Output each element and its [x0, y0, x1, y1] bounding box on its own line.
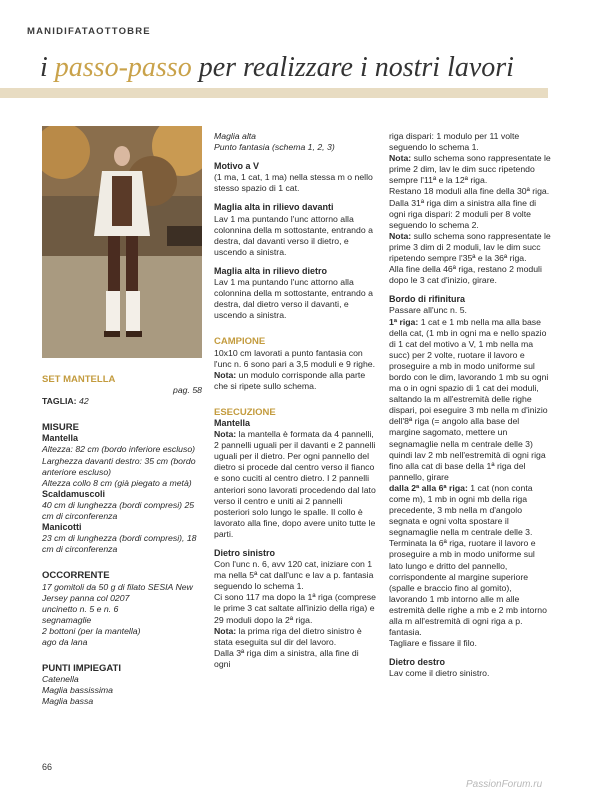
rilievo-davanti-text: Lav 1 ma puntando l'unc attorno alla colonnina della m sottostante, entrando a destra, dal davanti verso il dietro, e uscendo a sinistra.: [214, 213, 373, 257]
set-title: SET MANTELLA: [42, 374, 116, 385]
title-pre: i: [40, 52, 55, 83]
stitch-punto-fantasia: Punto fantasia (schema 1, 2, 3): [214, 142, 335, 153]
taglia-value: 42: [76, 396, 89, 407]
occorrente-2: uncinetto n. 5 e n. 6: [42, 603, 119, 614]
right-text-4: Alla fine della 46ª riga, restano 2 moduli dopo le 3 cat d'inizio, girare.: [389, 264, 542, 286]
magazine-header: [27, 26, 151, 37]
stitch-maglia-alta: Maglia alta: [214, 131, 257, 141]
page-title: [40, 52, 514, 84]
rilievo-dietro-text: Lav 1 ma puntando l'unc attorno alla colonnina della m sottostante, entrando a destra, dal dietro verso il davanti, e uscendo a sinistra.: [214, 277, 373, 321]
occorrente-3: segnamaglie: [42, 614, 92, 625]
esecuzione-heading: ESECUZIONE: [214, 406, 276, 418]
rilievo-dietro-heading: Maglia alta in rilievo dietro: [214, 265, 328, 276]
manicotti-text: 23 cm di lunghezza (bordi compresi), 18 cm di circonferenza: [42, 533, 197, 555]
riga-1-label: 1ª riga:: [389, 316, 419, 327]
title-band: [0, 88, 548, 98]
misure-line-1: Altezza: 82 cm (bordo inferiore escluso): [42, 444, 196, 455]
nota-label: Nota:: [214, 429, 237, 440]
month-label: OTTOBRE: [96, 26, 151, 37]
punti-1: Catenella: [42, 674, 79, 685]
bordo-intro: Passare all'unc n. 5.: [389, 305, 467, 316]
nota-label: Nota:: [389, 230, 412, 241]
manicotti-subheading: Manicotti: [42, 522, 82, 533]
bordo-tagliare: Tagliare e fissare il filo.: [389, 638, 477, 649]
punti-3: Maglia bassa: [42, 696, 94, 707]
punti-heading: PUNTI IMPIEGATI: [42, 663, 121, 675]
dietro-sinistro-text-2: Ci sono 117 ma dopo la 1ª riga (comprese le prime 3 cat saltate all'inizio della riga) e 29 moduli dopo la 2ª riga.: [214, 592, 376, 625]
dietro-sinistro-text-1: Con l'unc n. 6, avv 120 cat, iniziare con 1 ma nella 5ª cat dall'unc e lav a p. fantasia seguendo lo schema 1.: [214, 559, 374, 592]
dietro-sinistro-nota: la prima riga del dietro sinistro è stata eseguita sul dir del lavoro.: [214, 625, 362, 647]
misure-line-3: Altezza collo 8 cm (già piegato a metà): [42, 477, 192, 488]
column-middle: [214, 131, 376, 670]
motivo-v-heading: Motivo a V: [214, 161, 260, 172]
page-number: 66: [42, 762, 53, 772]
bordo-text-final: Terminata la 6ª riga, ruotare il lavoro e proseguire a mb in modo uniforme sul lato lungo e dritto del pannello, corrispondente al margine superiore (spalle e braccio fino al gomito), lavorando 1 mb intorno alle m alle estremità delle righe a mb e 2 mb intorno alla m all'estremità di ogni riga a p. fantasia.: [389, 538, 547, 638]
campione-text: 10x10 cm lavorati a punto fantasia con l'unc n. 6 sono pari a 3,5 moduli e 9 righe.: [214, 347, 376, 369]
nota-label: Nota:: [389, 153, 412, 164]
mantella-subheading: Mantella: [42, 433, 79, 444]
nota-label: Nota:: [214, 625, 237, 636]
brand-name: MANIDIFATA: [27, 26, 97, 37]
right-text-2: Restano 18 moduli alla fine della 30ª riga.: [389, 186, 550, 197]
mantella-text: la mantella è formata da 4 pannelli, 2 pannelli uguali per il davanti e 2 pannelli uguali per il dietro. Per ogni pannello del dietro si procede dal centro verso il fianco e sono cuciti al centro dietro. I 2 pannelli anteriori sono lavorati procedendo dal lato verso il centro e uniti ai 2 pannelli posteriori solo lungo le spalle. Il collo è lavorato alla fine, dopo avere unito tutte le parti.: [214, 429, 376, 539]
page-reference: pag. 58: [173, 385, 202, 396]
taglia-label: TAGLIA:: [42, 396, 77, 407]
title-accent: passo-passo: [54, 52, 192, 83]
riga-1-text: 1 cat e 1 mb nella ma alla base della cat, (1 mb in ogni ma e nello spazio di 1 cat del motivo a V, 1 mb nella ma succ) per 2 volte, ruotare il lavoro e proseguire a mb in modo uniforme sul bordo con le dim, lavorando 1 mb su ogni ma o in ogni spazio di 1 cat dei moduli, saltando la m all'estremità delle righe dispari, poi eseguire 3 mb nella m d'inizio dell'8ª riga (= angolo alla base del margine sagomato, mettere un segnamaglie nella m centrale delle 3) quindi lav 2 mb nell'estremità di ogni riga fino alla cat di base della 1ª riga del pannello, girare: [389, 316, 549, 482]
mantella-heading: Mantella: [214, 417, 251, 428]
right-text-3: Dalla 31ª riga dim a sinistra alla fine di ogni riga dispari: 2 moduli per 8 volte seguendo lo schema 2.: [389, 197, 537, 230]
occorrente-5: ago da lana: [42, 636, 88, 647]
column-right: [389, 131, 551, 680]
misure-line-2: Larghezza davanti destro: 35 cm (bordo anteriore escluso): [42, 455, 196, 477]
title-post: per realizzare i nostri lavori: [191, 52, 514, 83]
motivo-v-text: (1 ma, 1 cat, 1 ma) nella stessa m o nello stesso spazio di 1 cat.: [214, 172, 373, 194]
scaldamuscoli-subheading: Scaldamuscoli: [42, 488, 106, 499]
dietro-destro-text: Lav come il dietro sinistro.: [389, 668, 490, 679]
punti-2: Maglia bassissima: [42, 685, 113, 696]
riga-2-6-text: 1 cat (non conta come m), 1 mb in ogni mb della riga precedente, 3 mb nella m d'angolo segnata e ogni volta spostare il segnamaglie nella m centrale delle 3.: [389, 482, 533, 538]
right-nota-1: sullo schema sono rappresentate le prime 2 dim, lav le dim succ ripetendo sempre l'11ª e la 12ª riga.: [389, 153, 551, 186]
campione-heading: CAMPIONE: [214, 336, 266, 348]
bordo-heading: Bordo di rifinitura: [389, 294, 465, 305]
column-left: [42, 374, 202, 707]
rilievo-davanti-heading: Maglia alta in rilievo davanti: [214, 202, 334, 213]
riga-2-6-label: dalla 2ª alla 6ª riga:: [389, 482, 468, 493]
right-text-1: riga dispari: 1 modulo per 11 volte seguendo lo schema 1.: [389, 131, 520, 153]
right-nota-2: sullo schema sono rappresentate le prime 3 dim di 2 moduli, lav le dim succ ripetendo sempre l'35ª e la 36ª riga.: [389, 230, 551, 264]
model-photo: [42, 126, 202, 358]
dietro-sinistro-heading: Dietro sinistro: [214, 548, 276, 558]
site-watermark: PassionForum.ru: [466, 779, 543, 790]
nota-label: Nota:: [214, 369, 237, 380]
occorrente-heading: OCCORRENTE: [42, 570, 110, 582]
misure-heading: MISURE: [42, 422, 79, 434]
scaldamuscoli-text: 40 cm di lunghezza (bordi compresi) 25 cm di circonferenza: [42, 499, 195, 522]
occorrente-1: 17 gomitoli da 50 g di filato SESIA New Jersey panna col 0207: [42, 581, 193, 603]
dietro-sinistro-text-3: Dalla 3ª riga dim a sinistra, alla fine di ogni: [214, 647, 359, 669]
dietro-destro-heading: Dietro destro: [389, 657, 446, 668]
campione-nota: un modulo corrisponde alla parte che si ripete sullo schema.: [214, 369, 366, 391]
occorrente-4: 2 bottoni (per la mantella): [42, 625, 141, 636]
